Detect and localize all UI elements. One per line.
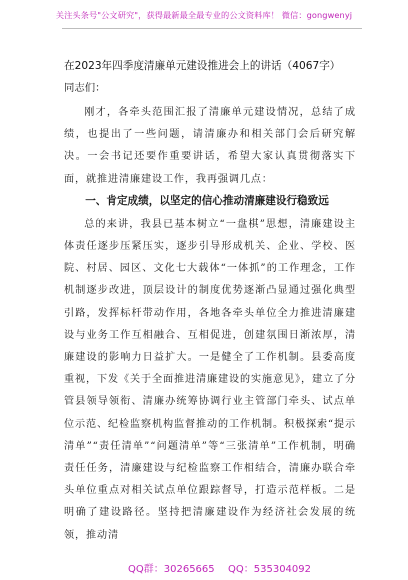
salutation: 同志们： [64,82,106,94]
section-paragraph: 总的来讲，我县已基本树立“一盘棋”思想，清廉建设主体责任逐步压紧压实，逐步引导形成机关、企业、学校、医院、村居、园区、文化七大载体“一体抓”的工作理念，工作机制逐步改进，顶层设计的制度优势逐渐凸显通过强化典型引路，发挥标杆带动作用，各地各牵头单位全力推进清廉建设与业务工作互相融合、互相促进，创建氛围日渐浓厚，清廉建设的影响力日益扩大。一是健全了工作机制。县委高度重视，下发《关于全面推进清廉建设的实施意见》，建立了分管县领导领衔、清廉办统筹协调行业主管部门牵头、试点单位示范、纪检监察机构监督推动的工作机制。积极探索“提示清单”“责任清单”“问题清单”等“三张清单”工作机制，明确责任任务，清廉建设与纪检监察工作相结合，清廉办联合牵头单位重点对相关试点单位跟踪督导，打造示范样板。二是明确了建设路径。坚持把清廉建设作为经济社会发展的统领，推动清 [64,218,356,541]
section-heading: 一、肯定成绩，以坚定的信心推动清廉建设行稳致远 [85,194,329,207]
footer-qq-contact: QQ：535304092 [228,564,312,575]
document-body [64,58,356,547]
intro-paragraph: 刚才，各牵头范围汇报了清廉单元建设情况，总结了成绩，也提出了一些问题，请清廉办和相关部门会后研究解决。一会书记还要作重要讲话，希望大家认真贯彻落实下面，就推进清廉建设工作，我再强调几点： [64,107,356,185]
document-title: 在2023年四季度清廉单元建设推进会上的讲话（4067字） [64,60,341,72]
footer-qq-group: QQ群：30265665 [128,564,215,575]
footer [0,560,408,576]
header-banner: 关注头条号"公文研究"，获得最新最全最专业的公文资料库！ 微信：gongwenyj [55,10,353,20]
header-divider [62,28,362,29]
